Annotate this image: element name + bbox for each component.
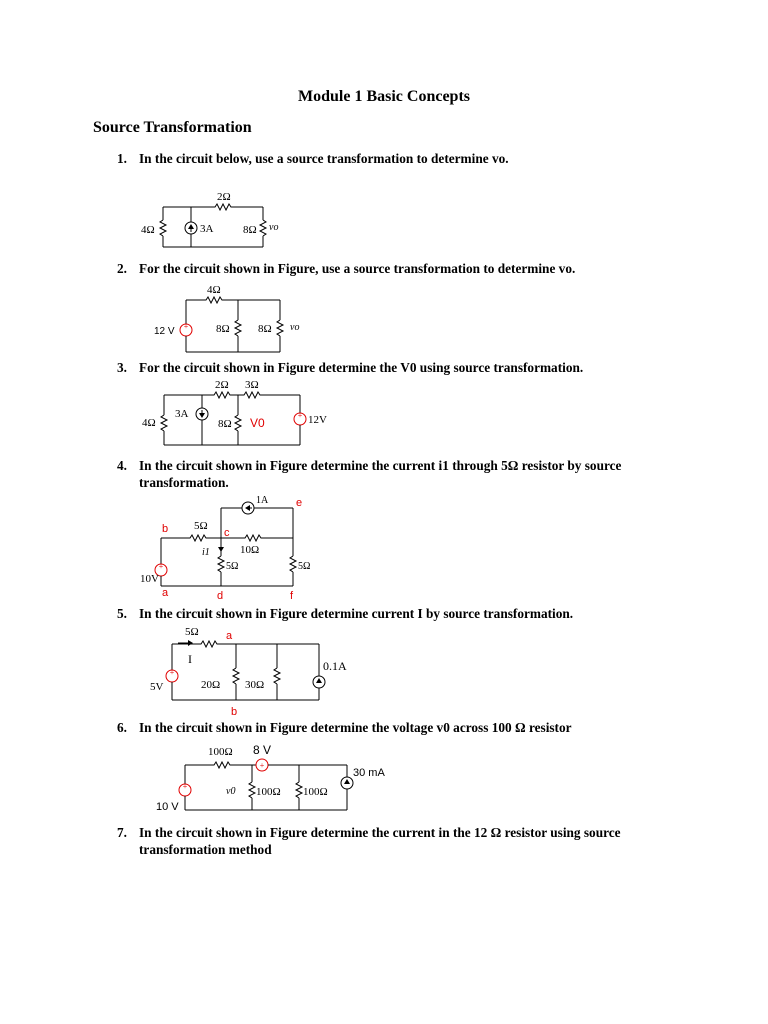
resistor-label: 30Ω bbox=[245, 679, 265, 691]
resistor-label: 8Ω bbox=[216, 323, 230, 335]
circuit-figure-6 bbox=[152, 740, 402, 818]
source-label: 3A bbox=[200, 223, 214, 235]
source-label: 8 V bbox=[253, 743, 272, 757]
output-label: vo bbox=[290, 322, 300, 333]
source-label: 12 V bbox=[154, 326, 175, 337]
output-label: v0 bbox=[226, 786, 236, 797]
question-text: In the circuit shown in Figure determine the current i1 through 5Ω resistor by source transformation. bbox=[139, 458, 622, 490]
source-label: 10V bbox=[140, 573, 159, 585]
question-text: For the circuit shown in Figure, use a source transformation to determine vo. bbox=[139, 261, 576, 276]
plus-sign: + bbox=[259, 761, 265, 770]
question-1 bbox=[117, 150, 677, 167]
source-label: 12V bbox=[308, 414, 327, 426]
question-number: 2. bbox=[117, 261, 127, 276]
circuit-figure-1 bbox=[135, 185, 295, 255]
current-label: i1 bbox=[202, 547, 210, 558]
question-2 bbox=[117, 260, 677, 277]
plus-sign: + bbox=[297, 411, 303, 420]
resistor-label: 8Ω bbox=[258, 323, 272, 335]
resistor-label: 100Ω bbox=[256, 786, 281, 798]
source-label: 0.1A bbox=[323, 659, 347, 673]
resistor-label: 2Ω bbox=[217, 191, 231, 203]
question-5 bbox=[117, 605, 677, 622]
resistor-label: 10Ω bbox=[240, 544, 260, 556]
node-label: b bbox=[231, 706, 238, 718]
source-label: 3A bbox=[175, 408, 189, 420]
question-number: 1. bbox=[117, 151, 127, 166]
plus-sign: + bbox=[182, 782, 188, 791]
source-label: 10 V bbox=[156, 801, 179, 813]
node-label: c bbox=[224, 527, 230, 539]
circuit-figure-2 bbox=[150, 282, 320, 357]
resistor-label: 8Ω bbox=[218, 418, 232, 430]
node-label: e bbox=[296, 497, 303, 509]
node-label: d bbox=[217, 590, 224, 602]
plus-sign: + bbox=[158, 562, 164, 571]
resistor-label: 2Ω bbox=[215, 379, 229, 391]
question-3 bbox=[117, 359, 677, 376]
node-label: a bbox=[226, 630, 233, 642]
question-text: In the circuit shown in Figure determine the voltage v0 across 100 Ω resistor bbox=[139, 720, 572, 735]
circuit-figure-4 bbox=[138, 492, 338, 602]
page-title: Module 1 Basic Concepts bbox=[298, 88, 470, 105]
question-7 bbox=[117, 824, 677, 858]
question-number: 3. bbox=[117, 360, 127, 375]
node-label: a bbox=[162, 587, 169, 599]
question-text: In the circuit shown in Figure determine current I by source transformation. bbox=[139, 606, 574, 621]
question-number: 5. bbox=[117, 606, 127, 621]
question-number: 6. bbox=[117, 720, 127, 735]
resistor-label: 4Ω bbox=[141, 224, 155, 236]
resistor-label: 100Ω bbox=[303, 786, 328, 798]
resistor-label: 5Ω bbox=[226, 561, 239, 572]
circuit-figure-3 bbox=[138, 375, 348, 450]
current-label: I bbox=[188, 652, 192, 666]
resistor-label: 4Ω bbox=[207, 284, 221, 296]
output-label: V0 bbox=[250, 416, 265, 430]
plus-sign: + bbox=[169, 668, 175, 677]
question-text: For the circuit shown in Figure determine the V0 using source transformation. bbox=[139, 360, 584, 375]
question-number: 7. bbox=[117, 825, 127, 840]
resistor-label: 100Ω bbox=[208, 746, 233, 758]
question-6 bbox=[117, 719, 677, 736]
section-heading: Source Transformation bbox=[93, 119, 252, 136]
resistor-label: 5Ω bbox=[185, 626, 199, 638]
circuit-figure-5 bbox=[145, 622, 360, 717]
node-label: b bbox=[162, 523, 169, 535]
resistor-label: 20Ω bbox=[201, 679, 221, 691]
plus-sign: + bbox=[183, 322, 189, 331]
resistor-label: 5Ω bbox=[194, 520, 208, 532]
resistor-label: 8Ω bbox=[243, 224, 257, 236]
question-4 bbox=[117, 457, 677, 491]
question-text: In the circuit shown in Figure determine the current in the 12 Ω resistor using source transformation method bbox=[139, 825, 621, 857]
source-label: 5V bbox=[150, 681, 164, 693]
question-text: In the circuit below, use a source transformation to determine vo. bbox=[139, 151, 509, 166]
source-label: 1A bbox=[256, 495, 269, 506]
source-label: 30 mA bbox=[353, 767, 385, 779]
output-label: vo bbox=[269, 222, 279, 233]
resistor-label: 3Ω bbox=[245, 379, 259, 391]
resistor-label: 4Ω bbox=[142, 417, 156, 429]
node-label: f bbox=[290, 590, 294, 602]
resistor-label: 5Ω bbox=[298, 561, 311, 572]
question-number: 4. bbox=[117, 458, 127, 473]
